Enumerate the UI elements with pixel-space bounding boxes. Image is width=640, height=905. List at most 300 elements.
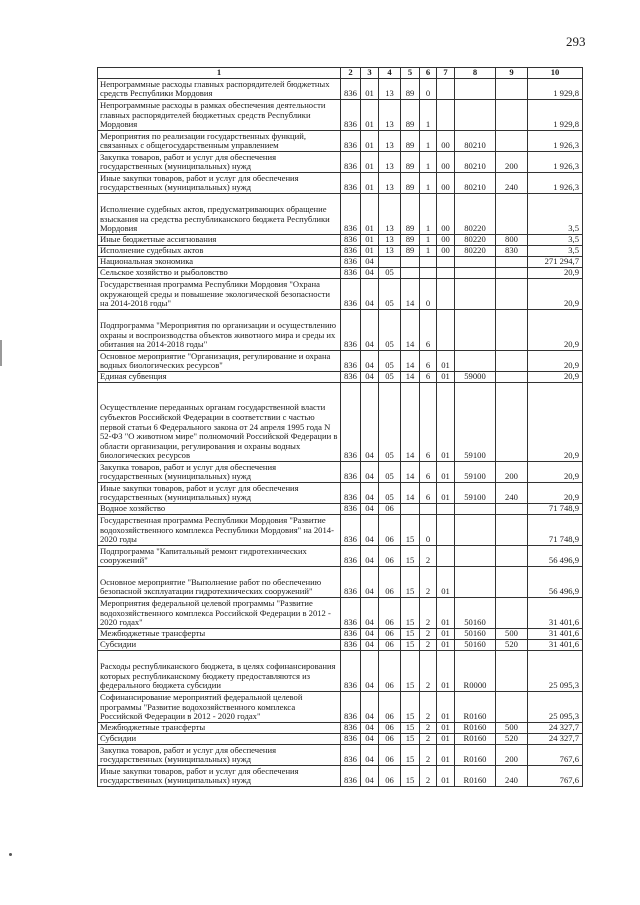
row-code-cell: 01 (437, 734, 455, 745)
table-row (98, 235, 583, 246)
row-code-cell: 836 (341, 629, 361, 640)
row-sum-cell: 20,9 (528, 351, 583, 372)
row-code-cell: 89 (401, 173, 420, 194)
row-code-cell (455, 310, 496, 351)
row-code-cell: 80210 (455, 131, 496, 152)
row-code-cell: 00 (437, 194, 455, 235)
row-code-cell (496, 504, 528, 515)
row-code-cell: 6 (420, 372, 437, 383)
row-sum-cell: 1 929,8 (528, 79, 583, 100)
table-row (98, 546, 583, 567)
row-code-cell: 6 (420, 351, 437, 372)
row-code-cell: 800 (496, 235, 528, 246)
row-sum-cell: 1 926,3 (528, 131, 583, 152)
row-code-cell: 500 (496, 723, 528, 734)
header-row (98, 68, 583, 79)
row-code-cell: 04 (361, 629, 379, 640)
row-code-cell: 15 (401, 734, 420, 745)
row-code-cell: 520 (496, 734, 528, 745)
row-code-cell: R0160 (455, 723, 496, 734)
row-code-cell: 2 (420, 567, 437, 598)
row-code-cell: 836 (341, 734, 361, 745)
page-number: 293 (566, 34, 586, 49)
row-sum-cell: 71 748,9 (528, 515, 583, 546)
row-code-cell: 04 (361, 692, 379, 723)
row-code-cell: 6 (420, 462, 437, 483)
row-code-cell: 200 (496, 462, 528, 483)
row-code-cell (401, 268, 420, 279)
row-code-cell: 2 (420, 745, 437, 766)
row-code-cell: 04 (361, 279, 379, 310)
row-code-cell: 836 (341, 79, 361, 100)
row-code-cell: 01 (437, 383, 455, 462)
row-code-cell: 80210 (455, 152, 496, 173)
row-name-cell: Межбюджетные трансферты (98, 629, 341, 640)
row-code-cell: 15 (401, 766, 420, 787)
row-code-cell: 1 (420, 100, 437, 131)
row-code-cell: 836 (341, 100, 361, 131)
row-code-cell: 04 (361, 640, 379, 651)
ink-dot (9, 853, 12, 856)
row-code-cell: 836 (341, 598, 361, 629)
row-code-cell (455, 567, 496, 598)
row-code-cell (455, 268, 496, 279)
row-code-cell: R0160 (455, 745, 496, 766)
row-name-cell: Национальная экономика (98, 257, 341, 268)
header-cell: 6 (420, 68, 437, 79)
row-code-cell: 00 (437, 152, 455, 173)
table-body (98, 68, 583, 787)
table-row (98, 745, 583, 766)
row-name-cell: Основное мероприятие "Выполнение работ по обеспечению безопасной эксплуатации гидротехнических сооружений" (98, 567, 341, 598)
row-code-cell (496, 131, 528, 152)
row-code-cell: 14 (401, 372, 420, 383)
row-code-cell: 01 (437, 651, 455, 692)
row-code-cell: 0 (420, 279, 437, 310)
row-code-cell (496, 351, 528, 372)
row-sum-cell: 24 327,7 (528, 734, 583, 745)
row-code-cell: 04 (361, 723, 379, 734)
row-code-cell: 01 (361, 152, 379, 173)
table-row (98, 194, 583, 235)
row-name-cell: Субсидии (98, 640, 341, 651)
header-cell: 2 (341, 68, 361, 79)
row-code-cell: 01 (361, 79, 379, 100)
row-code-cell: 2 (420, 651, 437, 692)
row-code-cell: 89 (401, 152, 420, 173)
row-name-cell: Закупка товаров, работ и услуг для обеспечения государственных (муниципальных) нужд (98, 462, 341, 483)
row-code-cell: 836 (341, 483, 361, 504)
row-code-cell (496, 651, 528, 692)
row-code-cell: 13 (379, 100, 401, 131)
row-sum-cell: 71 748,9 (528, 504, 583, 515)
row-code-cell: 13 (379, 152, 401, 173)
table-row (98, 173, 583, 194)
row-code-cell: 200 (496, 745, 528, 766)
row-sum-cell: 767,6 (528, 745, 583, 766)
row-code-cell: 04 (361, 462, 379, 483)
row-code-cell: 01 (361, 173, 379, 194)
header-cell: 8 (455, 68, 496, 79)
table-row (98, 257, 583, 268)
row-name-cell: Единая субвенция (98, 372, 341, 383)
row-code-cell: 00 (437, 131, 455, 152)
row-code-cell: 15 (401, 723, 420, 734)
row-code-cell: 01 (437, 723, 455, 734)
row-name-cell: Софинансирование мероприятий федеральной целевой программы "Развитие водохозяйственного комплекса Российской Федерации в 2012 - 2020 годах" (98, 692, 341, 723)
row-code-cell (496, 372, 528, 383)
row-code-cell: 836 (341, 173, 361, 194)
row-code-cell: 06 (379, 598, 401, 629)
row-sum-cell: 25 095,3 (528, 692, 583, 723)
row-sum-cell: 25 095,3 (528, 651, 583, 692)
row-code-cell (496, 257, 528, 268)
row-code-cell: R0160 (455, 766, 496, 787)
row-sum-cell: 20,9 (528, 279, 583, 310)
row-code-cell: 6 (420, 310, 437, 351)
row-code-cell: 836 (341, 310, 361, 351)
row-code-cell: 2 (420, 692, 437, 723)
row-name-cell: Расходы республиканского бюджета, в целях софинансирования которых республиканскому бюджету предоставляются из федерального бюджета субсидии (98, 651, 341, 692)
row-code-cell: 01 (437, 567, 455, 598)
row-code-cell: 836 (341, 504, 361, 515)
row-code-cell (496, 692, 528, 723)
row-code-cell: 836 (341, 131, 361, 152)
row-code-cell: 50160 (455, 640, 496, 651)
row-code-cell: 836 (341, 257, 361, 268)
row-code-cell: 14 (401, 383, 420, 462)
row-sum-cell: 3,5 (528, 194, 583, 235)
row-name-cell: Сельское хозяйство и рыболовство (98, 268, 341, 279)
row-code-cell: 6 (420, 483, 437, 504)
row-code-cell: 14 (401, 310, 420, 351)
row-code-cell (437, 257, 455, 268)
table-row (98, 462, 583, 483)
row-code-cell: 1 (420, 152, 437, 173)
table-row (98, 723, 583, 734)
row-name-cell: Непрограммные расходы главных распорядителей бюджетных средств Республики Мордовия (98, 79, 341, 100)
row-code-cell (496, 383, 528, 462)
row-name-cell: Подпрограмма "Капитальный ремонт гидротехнических сооружений" (98, 546, 341, 567)
row-code-cell: 04 (361, 504, 379, 515)
row-code-cell: 00 (437, 235, 455, 246)
row-code-cell: 830 (496, 246, 528, 257)
row-code-cell (437, 79, 455, 100)
row-code-cell: 500 (496, 629, 528, 640)
row-code-cell: 836 (341, 246, 361, 257)
table-row (98, 372, 583, 383)
binding-mark (0, 340, 2, 366)
row-code-cell: 01 (361, 246, 379, 257)
row-code-cell: 836 (341, 692, 361, 723)
row-code-cell: 1 (420, 173, 437, 194)
row-code-cell: 80220 (455, 194, 496, 235)
table-row (98, 766, 583, 787)
row-code-cell (496, 268, 528, 279)
row-code-cell: 836 (341, 372, 361, 383)
row-code-cell: 836 (341, 279, 361, 310)
row-code-cell: 836 (341, 745, 361, 766)
row-name-cell: Исполнение судебных актов (98, 246, 341, 257)
row-sum-cell: 20,9 (528, 268, 583, 279)
row-code-cell: 01 (361, 100, 379, 131)
row-sum-cell: 1 929,8 (528, 100, 583, 131)
row-code-cell (496, 515, 528, 546)
row-code-cell: 836 (341, 383, 361, 462)
table-row (98, 567, 583, 598)
row-code-cell: 15 (401, 745, 420, 766)
row-code-cell: 59100 (455, 462, 496, 483)
row-code-cell: 04 (361, 257, 379, 268)
row-sum-cell: 20,9 (528, 483, 583, 504)
row-code-cell (455, 100, 496, 131)
row-code-cell: 04 (361, 351, 379, 372)
row-code-cell: 04 (361, 567, 379, 598)
row-name-cell: Закупка товаров, работ и услуг для обеспечения государственных (муниципальных) нужд (98, 745, 341, 766)
row-code-cell: 80220 (455, 235, 496, 246)
row-name-cell: Иные закупки товаров, работ и услуг для обеспечения государственных (муниципальных) нужд (98, 483, 341, 504)
row-code-cell: 13 (379, 79, 401, 100)
row-code-cell (437, 279, 455, 310)
row-code-cell: 05 (379, 483, 401, 504)
row-code-cell: 836 (341, 351, 361, 372)
row-code-cell: 14 (401, 462, 420, 483)
row-code-cell: 836 (341, 515, 361, 546)
row-code-cell: 06 (379, 723, 401, 734)
row-name-cell: Исполнение судебных актов, предусматривающих обращение взыскания на средства республиканского бюджета Республики Мордовия (98, 194, 341, 235)
row-code-cell: 50160 (455, 629, 496, 640)
row-code-cell (496, 79, 528, 100)
row-code-cell: 13 (379, 235, 401, 246)
header-cell: 10 (528, 68, 583, 79)
row-code-cell (437, 515, 455, 546)
row-code-cell: 15 (401, 546, 420, 567)
row-name-cell: Государственная программа Республики Мордовия "Развитие водохозяйственного комплекса Республики Мордовия" на 2014-2020 годы (98, 515, 341, 546)
row-code-cell: 01 (437, 462, 455, 483)
row-code-cell (420, 257, 437, 268)
row-sum-cell: 271 294,7 (528, 257, 583, 268)
row-code-cell: 240 (496, 766, 528, 787)
row-code-cell: 59000 (455, 372, 496, 383)
row-code-cell: 2 (420, 734, 437, 745)
row-code-cell: 836 (341, 152, 361, 173)
row-code-cell: 15 (401, 629, 420, 640)
table-row (98, 515, 583, 546)
row-code-cell: 836 (341, 546, 361, 567)
row-sum-cell: 3,5 (528, 235, 583, 246)
row-sum-cell: 56 496,9 (528, 567, 583, 598)
row-code-cell: 06 (379, 734, 401, 745)
row-name-cell: Непрограммные расходы в рамках обеспечения деятельности главных распорядителей бюджетных средств Республики Мордовия (98, 100, 341, 131)
row-code-cell: 00 (437, 173, 455, 194)
row-sum-cell: 3,5 (528, 246, 583, 257)
row-code-cell: 06 (379, 745, 401, 766)
row-code-cell: 1 (420, 131, 437, 152)
row-code-cell: 01 (437, 629, 455, 640)
table-row (98, 152, 583, 173)
row-code-cell: 13 (379, 194, 401, 235)
row-code-cell: 06 (379, 546, 401, 567)
row-code-cell: 01 (437, 372, 455, 383)
row-name-cell: Межбюджетные трансферты (98, 723, 341, 734)
row-code-cell: 15 (401, 598, 420, 629)
row-name-cell: Иные бюджетные ассигнования (98, 235, 341, 246)
row-code-cell (437, 310, 455, 351)
table-row (98, 100, 583, 131)
row-name-cell: Подпрограмма "Мероприятия по организации и осуществлению охраны и воспроизводства объектов животного мира и среды их обитания на 2014-2018 годы" (98, 310, 341, 351)
row-code-cell: 01 (361, 194, 379, 235)
row-name-cell: Иные закупки товаров, работ и услуг для обеспечения государственных (муниципальных) нужд (98, 766, 341, 787)
row-code-cell: 836 (341, 567, 361, 598)
row-code-cell: 15 (401, 515, 420, 546)
row-code-cell (496, 100, 528, 131)
row-sum-cell: 31 401,6 (528, 598, 583, 629)
row-sum-cell: 24 327,7 (528, 723, 583, 734)
table-row (98, 351, 583, 372)
row-sum-cell: 31 401,6 (528, 629, 583, 640)
row-code-cell (379, 257, 401, 268)
row-code-cell: 89 (401, 246, 420, 257)
row-code-cell: 05 (379, 268, 401, 279)
row-code-cell: 13 (379, 131, 401, 152)
row-code-cell: 01 (437, 483, 455, 504)
row-code-cell: 05 (379, 351, 401, 372)
table-row (98, 504, 583, 515)
row-code-cell: 59100 (455, 483, 496, 504)
row-sum-cell: 20,9 (528, 383, 583, 462)
row-sum-cell: 20,9 (528, 372, 583, 383)
row-code-cell (401, 504, 420, 515)
row-code-cell: 59100 (455, 383, 496, 462)
row-code-cell: 01 (437, 692, 455, 723)
row-code-cell: 15 (401, 692, 420, 723)
row-code-cell: 01 (437, 766, 455, 787)
row-code-cell: 50160 (455, 598, 496, 629)
row-code-cell: 04 (361, 383, 379, 462)
row-code-cell: 1 (420, 246, 437, 257)
row-code-cell (401, 257, 420, 268)
header-cell: 3 (361, 68, 379, 79)
row-code-cell (496, 567, 528, 598)
row-code-cell (455, 504, 496, 515)
row-code-cell: 13 (379, 173, 401, 194)
row-code-cell (496, 310, 528, 351)
row-name-cell: Водное хозяйство (98, 504, 341, 515)
row-code-cell: 89 (401, 194, 420, 235)
row-code-cell: R0000 (455, 651, 496, 692)
row-code-cell: 15 (401, 651, 420, 692)
table-row (98, 651, 583, 692)
row-code-cell: 2 (420, 546, 437, 567)
row-code-cell (496, 279, 528, 310)
row-code-cell (455, 279, 496, 310)
header-cell: 9 (496, 68, 528, 79)
row-code-cell: 04 (361, 310, 379, 351)
row-sum-cell: 1 926,3 (528, 173, 583, 194)
table-row (98, 279, 583, 310)
row-code-cell: 13 (379, 246, 401, 257)
row-code-cell: 04 (361, 372, 379, 383)
table-row (98, 734, 583, 745)
row-code-cell: 836 (341, 268, 361, 279)
row-code-cell (420, 504, 437, 515)
header-cell: 7 (437, 68, 455, 79)
row-code-cell: 06 (379, 567, 401, 598)
row-code-cell (455, 257, 496, 268)
row-code-cell: 836 (341, 640, 361, 651)
table-row (98, 598, 583, 629)
row-code-cell: 240 (496, 483, 528, 504)
row-code-cell: 06 (379, 515, 401, 546)
row-code-cell: 2 (420, 766, 437, 787)
row-code-cell: 04 (361, 268, 379, 279)
row-code-cell: 836 (341, 766, 361, 787)
row-code-cell: 89 (401, 79, 420, 100)
row-code-cell: 01 (361, 131, 379, 152)
row-code-cell (437, 100, 455, 131)
row-code-cell (420, 268, 437, 279)
table-row (98, 383, 583, 462)
row-code-cell: 15 (401, 640, 420, 651)
row-code-cell: R0160 (455, 692, 496, 723)
row-code-cell: 14 (401, 279, 420, 310)
row-code-cell: 1 (420, 194, 437, 235)
row-code-cell: 200 (496, 152, 528, 173)
table-row (98, 79, 583, 100)
row-sum-cell: 56 496,9 (528, 546, 583, 567)
row-code-cell: 05 (379, 279, 401, 310)
row-code-cell: 01 (437, 351, 455, 372)
row-sum-cell: 767,6 (528, 766, 583, 787)
row-code-cell: 240 (496, 173, 528, 194)
row-code-cell: 1 (420, 235, 437, 246)
row-code-cell: 89 (401, 100, 420, 131)
row-code-cell: 04 (361, 734, 379, 745)
row-name-cell: Государственная программа Республики Мордовия "Охрана окружающей среды и повышение экологической безопасности на 2014-2018 годы" (98, 279, 341, 310)
row-code-cell: 05 (379, 462, 401, 483)
row-code-cell: 14 (401, 483, 420, 504)
row-code-cell (437, 268, 455, 279)
row-code-cell: 836 (341, 462, 361, 483)
row-code-cell: 05 (379, 372, 401, 383)
row-code-cell: 80220 (455, 246, 496, 257)
row-code-cell: 2 (420, 723, 437, 734)
row-code-cell: 05 (379, 383, 401, 462)
row-code-cell (455, 351, 496, 372)
row-code-cell: 06 (379, 692, 401, 723)
row-name-cell: Мероприятия федеральной целевой программы "Развитие водохозяйственного комплекса Российской Федерации в 2012 - 2020 годах" (98, 598, 341, 629)
table-row (98, 629, 583, 640)
row-name-cell: Закупка товаров, работ и услуг для обеспечения государственных (муниципальных) нужд (98, 152, 341, 173)
budget-table (97, 67, 583, 787)
header-cell: 1 (98, 68, 341, 79)
row-code-cell: R0160 (455, 734, 496, 745)
row-code-cell: 04 (361, 745, 379, 766)
row-code-cell: 04 (361, 515, 379, 546)
row-code-cell: 80210 (455, 173, 496, 194)
table-row (98, 246, 583, 257)
row-name-cell: Иные закупки товаров, работ и услуг для обеспечения государственных (муниципальных) нужд (98, 173, 341, 194)
row-name-cell: Основное мероприятие "Организация, регулирование и охрана водных биологических ресурсов" (98, 351, 341, 372)
row-code-cell: 836 (341, 235, 361, 246)
table-row (98, 483, 583, 504)
row-code-cell: 00 (437, 246, 455, 257)
row-code-cell: 2 (420, 640, 437, 651)
row-code-cell: 04 (361, 651, 379, 692)
row-name-cell: Мероприятия по реализации государственных функций, связанных с общегосударственным управлением (98, 131, 341, 152)
row-code-cell: 520 (496, 640, 528, 651)
row-sum-cell: 20,9 (528, 310, 583, 351)
